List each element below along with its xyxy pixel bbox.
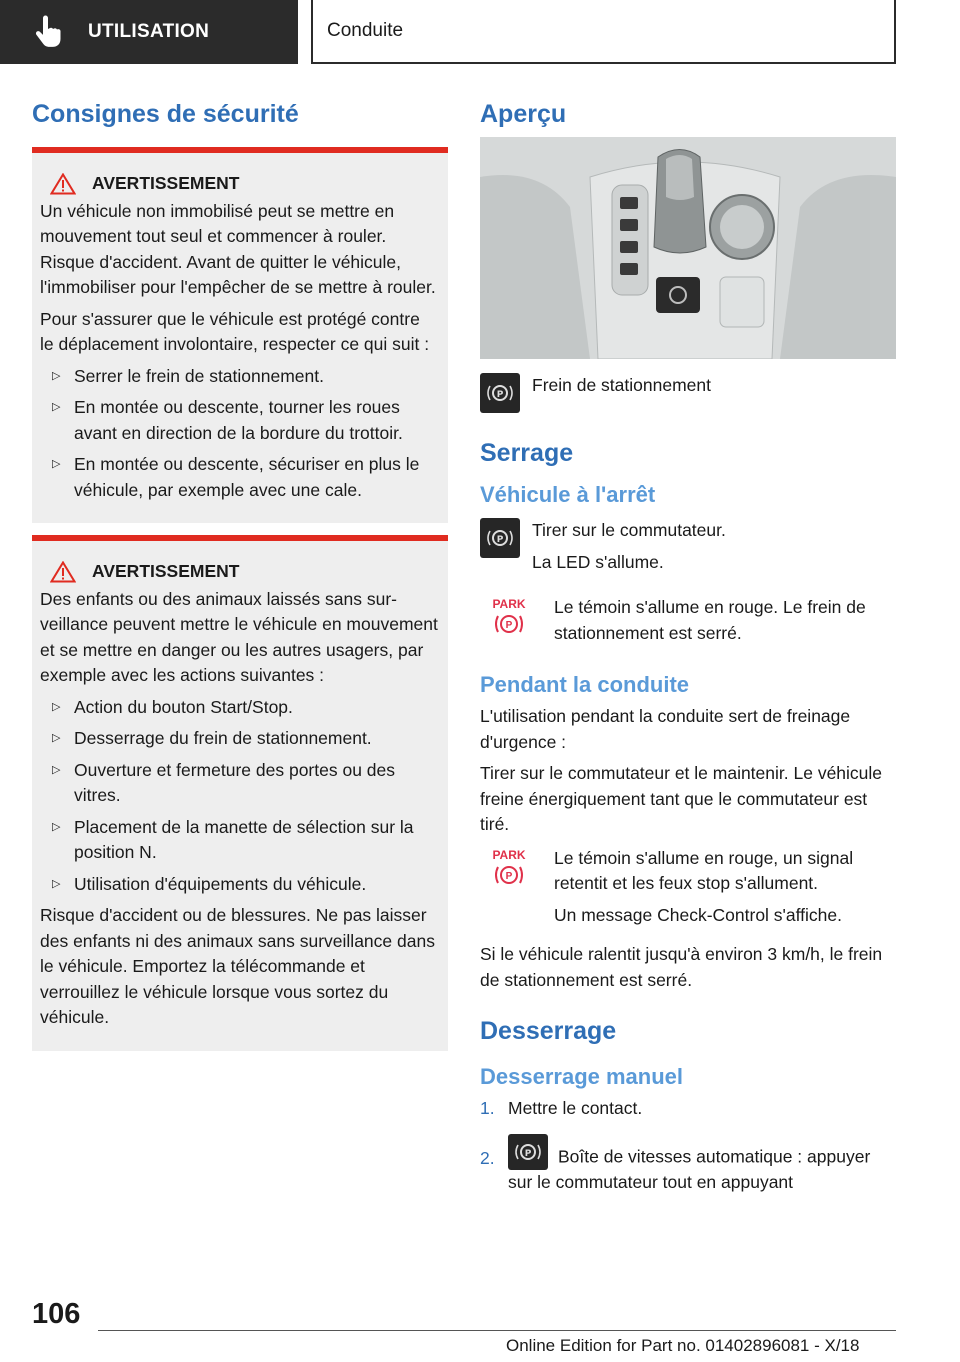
manuel-heading: Desserrage manuel	[480, 1064, 683, 1089]
warning-title: AVERTISSEMENT	[50, 559, 438, 585]
park-indicator-icon	[486, 846, 532, 892]
photo-caption: Frein de stationnement	[532, 375, 711, 395]
bullet-triangle-icon: ▷	[52, 820, 61, 833]
chapter-title: Conduite	[327, 20, 404, 41]
parking-brake-switch-icon	[508, 1134, 548, 1170]
steps-list	[480, 1096, 896, 1195]
arret-row	[480, 518, 896, 575]
section-tab	[0, 0, 298, 64]
instruction-text: La LED s'allume.	[532, 551, 664, 572]
warning-box-2	[32, 535, 448, 1051]
park-row-1	[480, 595, 896, 646]
list-item: ▷ En montée ou descente, tourner les roues avant en direction de la bordure du trottoir.	[52, 397, 403, 443]
warning-text: Risque d'accident ou de blessures. Ne pas laisser des enfants ni des animaux sans surveillance dans le véhicule. Emportez la télécommande et verrouillez le véhicule lorsque vous sortez du véhicule.	[40, 905, 435, 1027]
section-title: UTILISATION	[88, 21, 210, 42]
warning-list	[40, 695, 438, 898]
footer-divider	[98, 1330, 896, 1331]
list-item: ▷ Utilisation d'équipements du véhicule.	[40, 872, 438, 898]
bullet-triangle-icon: ▷	[52, 763, 61, 776]
conduite-body: L'utilisation pendant la conduite sert de freinage d'urgence : Tirer sur le commutateur et le maintenir. Le véhicule freine énergiquement tant que le commutateur est tiré.	[480, 706, 883, 834]
caption-row	[480, 373, 896, 413]
bullet-triangle-icon: ▷	[52, 401, 61, 413]
list-item: ▷ Ouverture et fermeture des portes ou des vitres.	[52, 759, 395, 805]
edition-note: Online Edition for Part no. 01402896081 - X/18	[506, 1336, 860, 1355]
overview-heading: Aperçu	[480, 100, 567, 128]
warning-text: Des enfants ou des animaux laissés sans surveillance peuvent mettre le véhicule en mouvement et se mettre en danger ou les autres usagers, par exemple avec les actions suivantes :	[40, 588, 438, 685]
list-item: ▷ Action du bouton Start/Stop.	[40, 695, 438, 721]
list-item: ▷ En montée ou descente, sécuriser en plus le véhicule, par exemple avec une cale.	[52, 454, 420, 500]
list-item: 2. P Boîte de vitesses automatique : appuyer sur le commutateur tout en appuyant	[480, 1134, 896, 1196]
svg-text:P: P	[524, 1148, 532, 1159]
park-indicator-icon	[486, 595, 532, 641]
right-column	[480, 100, 896, 1195]
list-item: ▷ Serrer le frein de stationnement.	[40, 364, 438, 390]
indicator-text: Le témoin s'allume en rouge, un signal retentit et les feux stop s'allument.	[554, 847, 854, 893]
safety-heading: Consignes de sécurité	[32, 100, 299, 128]
instruction-text: Tirer sur le commutateur.	[532, 520, 726, 540]
svg-text:P: P	[505, 620, 513, 631]
list-item: ▷ Placement de la manette de sélection sur la position N.	[52, 816, 414, 862]
warning-triangle-icon	[50, 173, 76, 195]
warning-title: AVERTISSEMENT	[50, 171, 438, 197]
indicator-text: Un message Check-Control s'affiche.	[554, 904, 843, 925]
bullet-triangle-icon: ▷	[52, 458, 61, 470]
svg-text:P: P	[496, 390, 504, 400]
park-row-2	[480, 846, 896, 929]
svg-text:P: P	[505, 870, 513, 882]
indicator-text: Le témoin s'allume en rouge. Le frein de stationnement est serré.	[554, 597, 866, 643]
bullet-triangle-icon: ▷	[52, 732, 61, 744]
desserrage-heading: Desserrage	[480, 1017, 617, 1045]
page-number: 106	[32, 1298, 81, 1330]
center-console-photo	[480, 137, 896, 359]
conduite-heading: Pendant la conduite	[480, 672, 690, 697]
parking-brake-switch-icon	[480, 373, 520, 413]
warning-box-1	[32, 147, 448, 523]
warning-list	[40, 364, 438, 504]
list-item: 1. Mettre le contact.	[480, 1098, 643, 1118]
slowdown-text: Si le véhicule ralentit jusqu'à environ 3 km/h, le frein de stationnement est serré.	[480, 944, 883, 990]
svg-text:PARK: PARK	[492, 597, 526, 611]
svg-text:P: P	[496, 535, 504, 545]
chapter-tab	[311, 0, 896, 64]
parking-brake-switch-icon	[480, 518, 520, 558]
hand-pointer-icon	[34, 12, 74, 52]
bullet-triangle-icon: ▷	[52, 877, 61, 890]
warning-text: Pour s'assurer que le véhicule est protégé contre le déplacement involontaire, respecter ce qui suit :	[40, 308, 430, 354]
arret-heading: Véhicule à l'arrêt	[480, 482, 656, 507]
bullet-triangle-icon: ▷	[52, 369, 61, 382]
serrage-heading: Serrage	[480, 439, 574, 467]
warning-text: Un véhicule non immobilisé peut se mettre en mouvement tout seul et commencer à rouler. Risque d'accident. Avant de quitter le véhicule, l'immobiliser pour l'empêcher de se mettre à rouler.	[40, 200, 436, 297]
bullet-triangle-icon: ▷	[52, 700, 61, 713]
list-item: ▷ Desserrage du frein de stationnement.	[40, 726, 438, 752]
svg-text:PARK: PARK	[492, 847, 526, 862]
left-column	[32, 100, 448, 1051]
warning-triangle-icon	[50, 561, 76, 583]
